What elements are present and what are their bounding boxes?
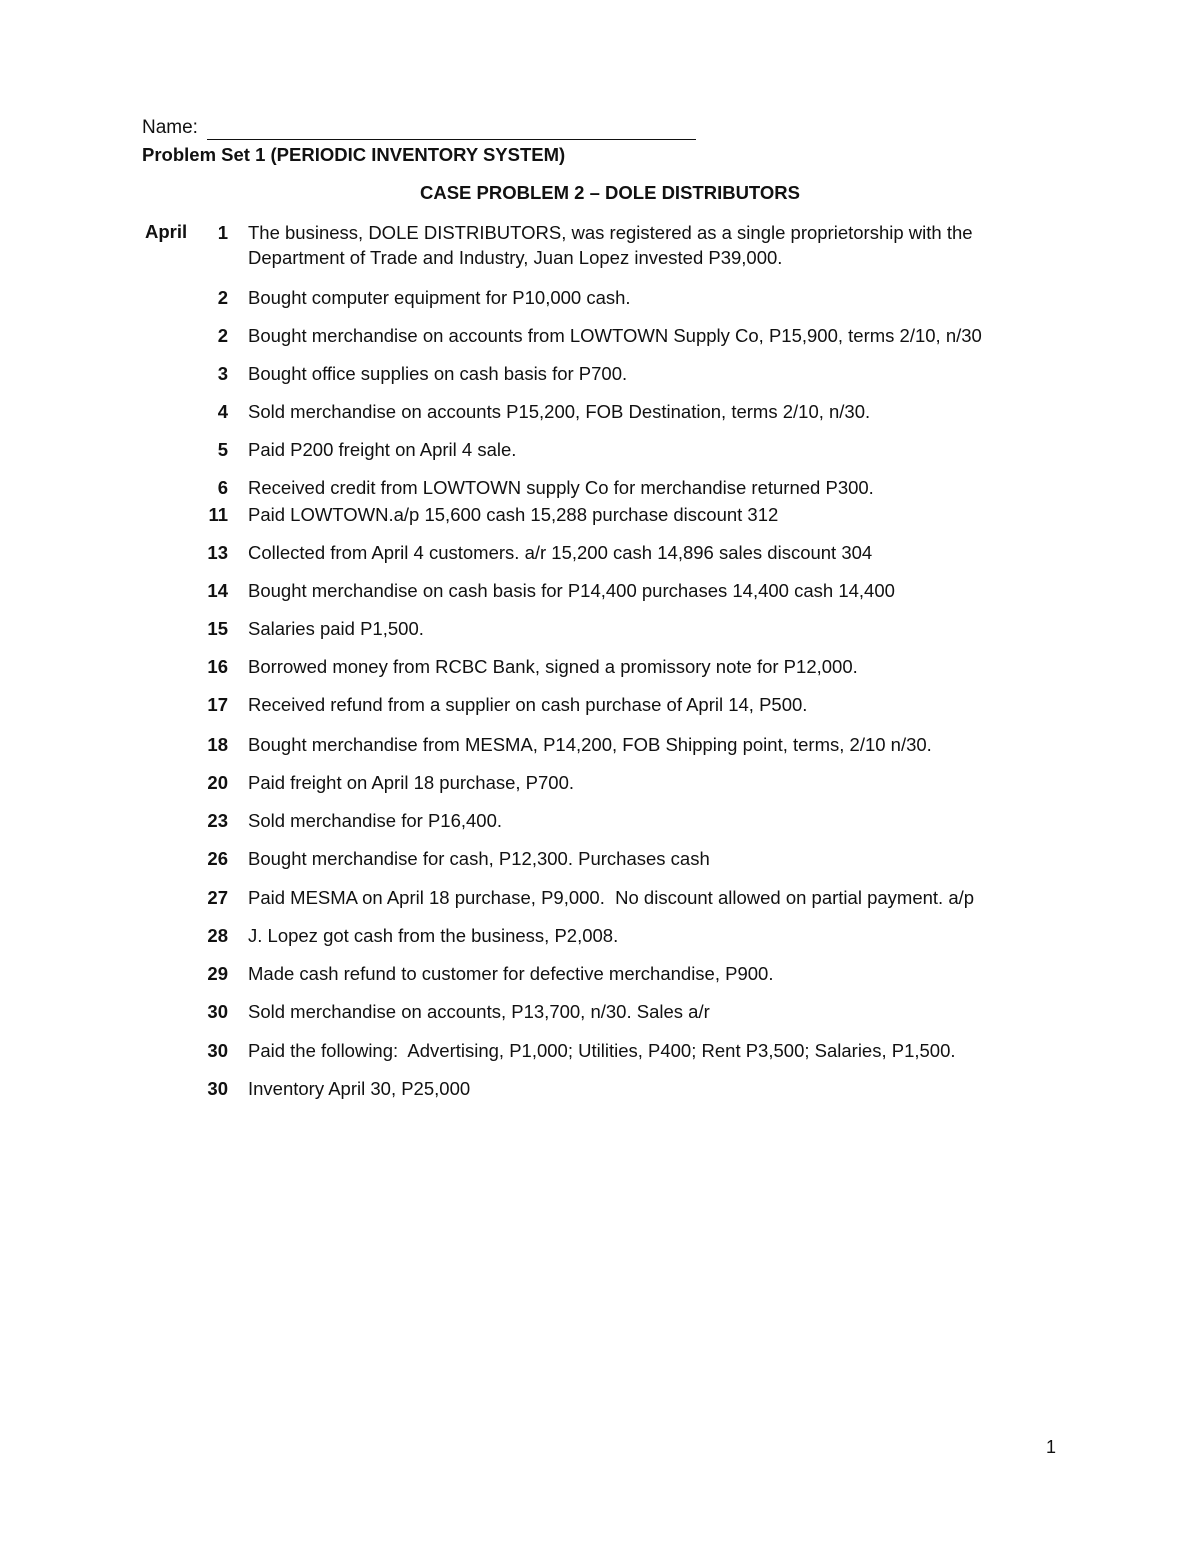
transaction-day: 29: [207, 963, 228, 984]
transaction-day: 27: [207, 887, 228, 908]
transaction-day: 13: [207, 542, 228, 563]
transaction-description: Bought merchandise from MESMA, P14,200, FOB Shipping point, terms, 2/10 n/30.: [248, 734, 932, 755]
transaction-description: Bought computer equipment for P10,000 cash.: [248, 287, 631, 308]
transaction-description: The business, DOLE DISTRIBUTORS, was registered as a single proprietorship with the Department of Trade and Industry, Juan Lopez invested P39,000.: [248, 222, 973, 268]
transaction-day: 2: [217, 287, 228, 308]
transaction-description: Salaries paid P1,500.: [248, 618, 424, 639]
transaction-day: 23: [207, 810, 228, 831]
name-label: Name:: [142, 117, 198, 138]
transaction-day: 26: [207, 848, 228, 869]
transaction-day: 5: [217, 439, 228, 460]
name-field-line: [142, 116, 696, 140]
transaction-description: Received credit from LOWTOWN supply Co for merchandise returned P300.: [248, 477, 874, 498]
transaction-description: Bought merchandise on cash basis for P14,400 purchases 14,400 cash 14,400: [248, 580, 895, 601]
transaction-day: 11: [208, 504, 228, 525]
month-label: April: [145, 221, 188, 242]
transaction-description: Sold merchandise on accounts, P13,700, n/30. Sales a/r: [248, 1001, 710, 1022]
transaction-day: 2: [217, 325, 228, 346]
transaction-day: 4: [217, 401, 228, 422]
transaction-day: 18: [207, 734, 228, 755]
transaction-description: Paid LOWTOWN.a/p 15,600 cash 15,288 purchase discount 312: [248, 504, 779, 525]
transaction-day: 17: [207, 694, 228, 715]
transaction-day: 15: [207, 618, 228, 639]
transaction-description: J. Lopez got cash from the business, P2,008.: [248, 925, 619, 946]
transaction-day: 16: [207, 656, 228, 677]
transaction-description: Collected from April 4 customers. a/r 15,200 cash 14,896 sales discount 304: [248, 542, 873, 563]
transaction-description: Paid P200 freight on April 4 sale.: [248, 439, 517, 460]
transaction-description: Paid the following: Advertising, P1,000; Utilities, P400; Rent P3,500; Salaries, P1,500.: [248, 1040, 956, 1061]
transaction-description: Received refund from a supplier on cash purchase of April 14, P500.: [248, 694, 808, 715]
transaction-day: 30: [207, 1040, 228, 1061]
transaction-day: 3: [217, 363, 228, 384]
page-number: 1: [1046, 1437, 1057, 1457]
transaction-day: 30: [207, 1001, 228, 1022]
transaction-day: 1: [217, 222, 228, 243]
problem-set-title: Problem Set 1 (PERIODIC INVENTORY SYSTEM): [142, 144, 566, 165]
transaction-description: Borrowed money from RCBC Bank, signed a promissory note for P12,000.: [248, 656, 858, 677]
transaction-day: 30: [207, 1078, 228, 1099]
transaction-day: 28: [207, 925, 228, 946]
transaction-description: Paid MESMA on April 18 purchase, P9,000. No discount allowed on partial payment. a/p: [248, 887, 975, 908]
case-problem-title: CASE PROBLEM 2 – DOLE DISTRIBUTORS: [420, 182, 800, 203]
transaction-description: Made cash refund to customer for defective merchandise, P900.: [248, 963, 774, 984]
transaction-description: Bought office supplies on cash basis for P700.: [248, 363, 628, 384]
transaction-description: Sold merchandise on accounts P15,200, FOB Destination, terms 2/10, n/30.: [248, 401, 871, 422]
transaction-day: 20: [207, 772, 228, 793]
name-blank-underline: [207, 119, 696, 140]
transaction-day: 14: [207, 580, 228, 601]
transaction-description: Sold merchandise for P16,400.: [248, 810, 503, 831]
transaction-description: Paid freight on April 18 purchase, P700.: [248, 772, 575, 793]
transaction-day: 6: [217, 477, 228, 498]
transaction-description: Bought merchandise for cash, P12,300. Purchases cash: [248, 848, 710, 869]
transaction-description: Inventory April 30, P25,000: [248, 1078, 471, 1099]
transaction-description: Bought merchandise on accounts from LOWTOWN Supply Co, P15,900, terms 2/10, n/30: [248, 325, 982, 346]
